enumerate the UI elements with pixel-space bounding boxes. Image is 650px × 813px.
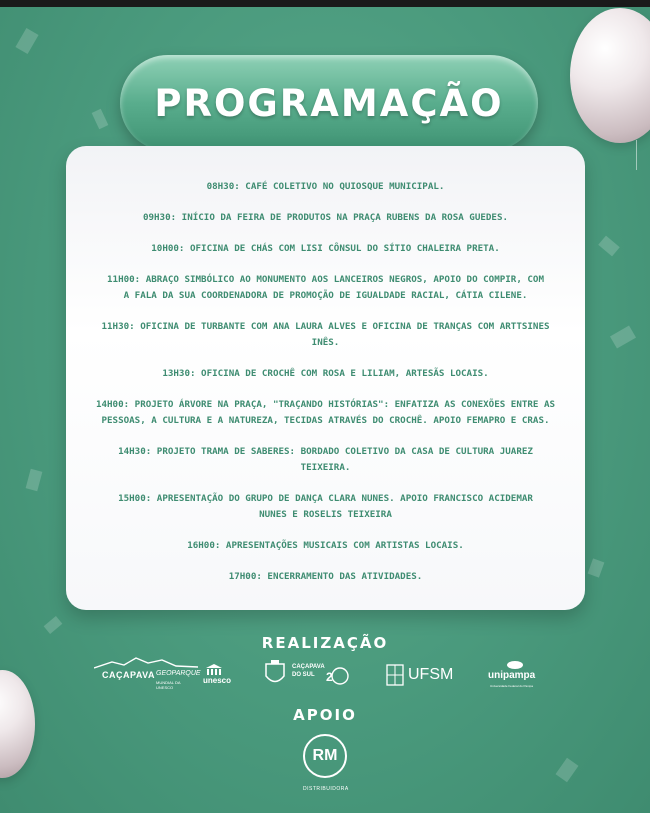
temple-icon xyxy=(205,664,223,676)
confetti-5 xyxy=(610,325,636,348)
event-item xyxy=(66,397,585,429)
event-line: 15H00: APRESENTAÇÃO DO GRUPO DE DANÇA CLARA NUNES. APOIO FRANCISCO ACIDEMAR xyxy=(118,493,533,504)
event-gap xyxy=(66,429,585,444)
balloon-string xyxy=(636,140,637,170)
event-item xyxy=(66,538,585,554)
leaf-icon xyxy=(506,660,524,670)
cacapava-sub: DO SUL xyxy=(292,672,315,678)
event-line: INÊS. xyxy=(311,337,340,348)
geoparque-tag: GEOPARQUE xyxy=(156,670,201,677)
event-item xyxy=(66,444,585,476)
confetti-3 xyxy=(598,236,620,257)
event-item xyxy=(66,366,585,382)
event-line: 10H00: OFICINA DE CHÁS COM LISI CÔNSUL DO SÍTIO CHALEIRA PRETA. xyxy=(151,243,500,254)
balloon-bottom-left xyxy=(0,670,35,778)
realizacao-heading: REALIZAÇÃO xyxy=(261,634,389,652)
cacapava-logo xyxy=(264,660,354,692)
event-line: 11H00: ABRAÇO SIMBÓLICO AO MONUMENTO AOS LANCEIROS NEGROS, APOIO DO COMPIR, COM xyxy=(107,274,544,285)
rm-sub: DISTRIBUIDORA xyxy=(303,786,349,792)
mountain-icon xyxy=(94,655,198,669)
rm-distribuidora-logo xyxy=(301,734,351,798)
confetti-2 xyxy=(92,109,109,130)
event-line: 16H00: APRESENTAÇÕES MUSICAIS COM ARTISTAS LOCAIS. xyxy=(187,540,464,551)
event-line: 14H30: PROJETO TRAMA DE SABERES: BORDADO COLETIVO DA CASA DE CULTURA JUAREZ xyxy=(118,446,533,457)
confetti-8 xyxy=(556,758,579,782)
event-item xyxy=(66,210,585,226)
event-line: 09H30: INÍCIO DA FEIRA DE PRODUTOS NA PRAÇA RUBENS DA ROSA GUEDES. xyxy=(142,212,509,223)
event-line: NUNES E ROSELIS TEIXEIRA xyxy=(259,509,392,520)
event-gap xyxy=(66,382,585,397)
event-item xyxy=(66,179,585,195)
rm-mark: RM xyxy=(312,747,338,764)
event-line: 14H00: PROJETO ÁRVORE NA PRAÇA, "TRAÇANDO HISTÓRIAS": ENFATIZA AS CONEXÕES ENTRE AS xyxy=(95,399,556,410)
unipampa-text: unipampa xyxy=(488,670,536,681)
unesco-text: unesco xyxy=(203,676,232,685)
unipampa-sub: Universidade Federal do Pampa xyxy=(490,684,534,688)
schedule-card xyxy=(66,146,585,610)
event-gap xyxy=(66,351,585,366)
event-line: 17H00: ENCERRAMENTO DAS ATIVIDADES. xyxy=(228,571,423,582)
event-line: TEIXEIRA. xyxy=(300,462,351,473)
event-item xyxy=(66,491,585,523)
event-item xyxy=(66,272,585,304)
ufsm-text: UFSM xyxy=(408,666,454,683)
event-gap xyxy=(66,523,585,538)
confetti-7 xyxy=(44,616,63,634)
title-pill xyxy=(120,55,538,151)
event-line: PESSOAS, A CULTURA E A NATUREZA, TECIDAS ATRAVÉS DO CROCHÊ. APOIO FEMAPRO E CRAS. xyxy=(101,415,550,426)
event-line: 08H30: CAFÉ COLETIVO NO QUIOSQUE MUNICIPAL. xyxy=(206,181,445,192)
top-bar xyxy=(0,0,650,7)
unesco-logo xyxy=(203,664,237,686)
event-item xyxy=(66,319,585,351)
geoparque-name: CAÇAPAVA xyxy=(102,670,155,680)
balloon-top-right xyxy=(570,8,650,143)
event-gap xyxy=(66,304,585,319)
event-gap xyxy=(66,476,585,491)
event-line: A FALA DA SUA COORDENADORA DE PROMOÇÃO DE IGUALDADE RACIAL, CÁTIA CILENE. xyxy=(123,290,528,301)
event-gap xyxy=(66,257,585,272)
event-line: 13H30: OFICINA DE CROCHÊ COM ROSA E LILIAM, ARTESÃS LOCAIS. xyxy=(162,368,489,379)
unipampa-logo xyxy=(488,660,542,692)
ufsm-emblem-icon xyxy=(386,664,404,686)
apoio-heading: APOIO xyxy=(293,706,357,724)
confetti-1 xyxy=(15,28,38,54)
geoparque-logo xyxy=(94,655,201,690)
anniversary-icon xyxy=(324,666,350,686)
event-line: 11H30: OFICINA DE TURBANTE COM ANA LAURA ALVES E OFICINA DE TRANÇAS COM ARTTSINES xyxy=(101,321,550,332)
svg-text:2: 2 xyxy=(326,670,333,684)
event-list xyxy=(66,179,585,585)
coat-of-arms-icon xyxy=(264,660,286,688)
event-gap xyxy=(66,195,585,210)
event-gap xyxy=(66,226,585,241)
rm-circle xyxy=(303,734,347,778)
event-gap xyxy=(66,554,585,569)
ufsm-logo xyxy=(386,664,456,690)
event-item xyxy=(66,569,585,585)
geoparque-sub: MUNDIAL DA UNESCO xyxy=(156,680,181,690)
event-item xyxy=(66,241,585,257)
confetti-4 xyxy=(26,469,43,491)
page-title: PROGRAMAÇÃO xyxy=(154,81,504,125)
cacapava-name: CAÇAPAVA xyxy=(292,664,325,670)
confetti-6 xyxy=(588,558,605,577)
